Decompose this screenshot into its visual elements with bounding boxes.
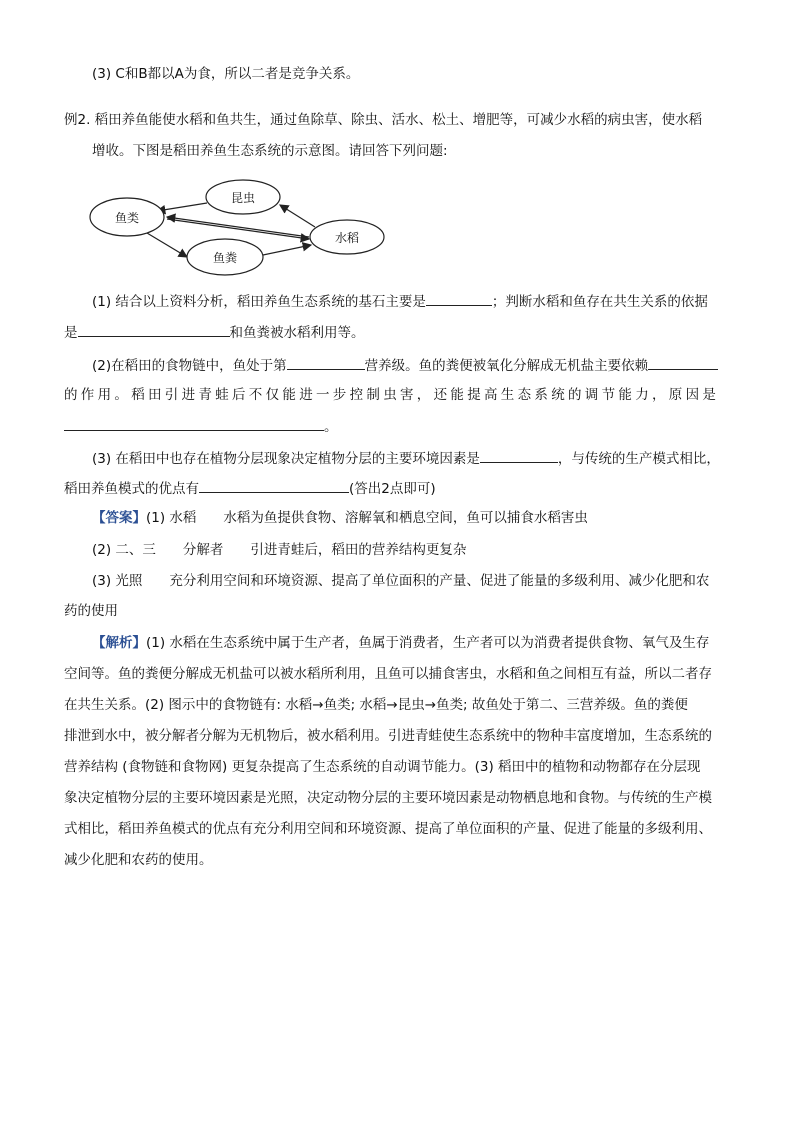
answer-blank-5[interactable] — [64, 415, 324, 431]
analysis-line-4: 排泄到水中，被分解者分解为无机物后，被水稻利用。引进青蛙使生态系统中的物种丰富度增加，生态系统的 — [64, 728, 712, 744]
question-2-line-2: 的作用。稻田引进青蛙后不仅能进一步控制虫害，还能提高生态系统的调节能力，原因是 — [64, 387, 720, 403]
ecosystem-diagram — [85, 175, 400, 285]
answer-tag: 【答案】 — [92, 510, 146, 526]
arrow-yulei-to-shuidao — [167, 219, 309, 239]
arrow-shuidao-to-yulei — [167, 217, 309, 237]
analysis-line-6: 象决定植物分层的主要环境因素是光照，决定动物分层的主要环境因素是动物栖息地和食物。与传统的生产模 — [64, 790, 712, 806]
answer-line-2: (2) 二、三 分解者 引进青蛙后，稻田的营养结构更复杂 — [92, 542, 467, 558]
answer-blank-1[interactable] — [426, 290, 492, 306]
arrow-shuidao-to-kunchong — [280, 205, 315, 227]
label-kunchong: 昆虫 — [230, 191, 256, 205]
arrow-kunchong-to-yulei — [157, 203, 207, 211]
answer-blank-7[interactable] — [199, 477, 349, 493]
analysis-line-1: 【解析】(1) 水稻在生态系统中属于生产者，鱼属于消费者，生产者可以为消费者提供食物、氧气及生存 — [92, 635, 710, 651]
analysis-line-3: 在共生关系。(2) 图示中的食物链有: 水稻→鱼类; 水稻→昆虫→鱼类; 故鱼处于第二、三营养级。鱼的粪便 — [64, 697, 688, 713]
arrow-yufen-to-shuidao — [263, 245, 311, 255]
question-3-line-1: (3) 在稻田中也存在植物分层现象决定植物分层的主要环境因素是 ，与传统的生产模式相比， — [92, 447, 720, 469]
question-2-line-3: 。 — [64, 415, 338, 437]
answer-blank-6[interactable] — [480, 447, 558, 463]
answer-blank-3[interactable] — [287, 354, 365, 370]
analysis-line-8: 减少化肥和农药的使用。 — [64, 852, 213, 868]
label-shuidao: 水稻 — [334, 231, 360, 245]
question-3-line-2: 稻田养鱼模式的优点有 (答出2点即可) — [64, 477, 436, 499]
analysis-line-2: 空间等。鱼的粪便分解成无机盐可以被水稻所利用，且鱼可以捕食害虫，水稻和鱼之间相互有益，所以二者存 — [64, 666, 712, 682]
question-1-line-2: 是 和鱼粪被水稻利用等。 — [64, 321, 365, 343]
question-1-line-1: (1) 结合以上资料分析，稻田养鱼生态系统的基石主要是 ；判断水稻和鱼存在共生关系的依据 — [92, 290, 708, 312]
answer-line-3: (3) 光照 充分利用空间和环境资源、提高了单位面积的产量、促进了能量的多级利用、减少化肥和农 — [92, 573, 710, 589]
arrow-yulei-to-yufen — [147, 233, 187, 257]
analysis-tag: 【解析】 — [92, 635, 146, 651]
answer-line-4: 药的使用 — [64, 603, 118, 619]
analysis-line-7: 式相比，稻田养鱼模式的优点有充分利用空间和环境资源、提高了单位面积的产量、促进了能量的多级利用、 — [64, 821, 712, 837]
answer-blank-4[interactable] — [648, 354, 718, 370]
answer-blank-2[interactable] — [78, 321, 230, 337]
previous-answer-q3: (3) C和B都以A为食，所以二者是竞争关系。 — [92, 66, 360, 82]
question-2-line-1: (2)在稻田的食物链中，鱼处于第 营养级。鱼的粪便被氧化分解成无机盐主要依赖 — [92, 354, 718, 376]
analysis-line-5: 营养结构 (食物链和食物网) 更复杂提高了生态系统的自动调节能力。(3) 稻田中的植物和动物都存在分层现 — [64, 759, 701, 775]
label-yufen: 鱼粪 — [212, 251, 238, 265]
example-intro-line-2: 增收。下图是稻田养鱼生态系统的示意图。请回答下列问题: — [92, 143, 448, 159]
label-yulei: 鱼类 — [114, 211, 140, 225]
answer-line-1: 【答案】(1) 水稻 水稻为鱼提供食物、溶解氧和栖息空间，鱼可以捕食水稻害虫 — [92, 510, 588, 526]
example-intro-line-1: 例2. 稻田养鱼能使水稻和鱼共生，通过鱼除草、除虫、活水、松土、增肥等，可减少水稻的病虫害，使水稻 — [64, 112, 703, 128]
